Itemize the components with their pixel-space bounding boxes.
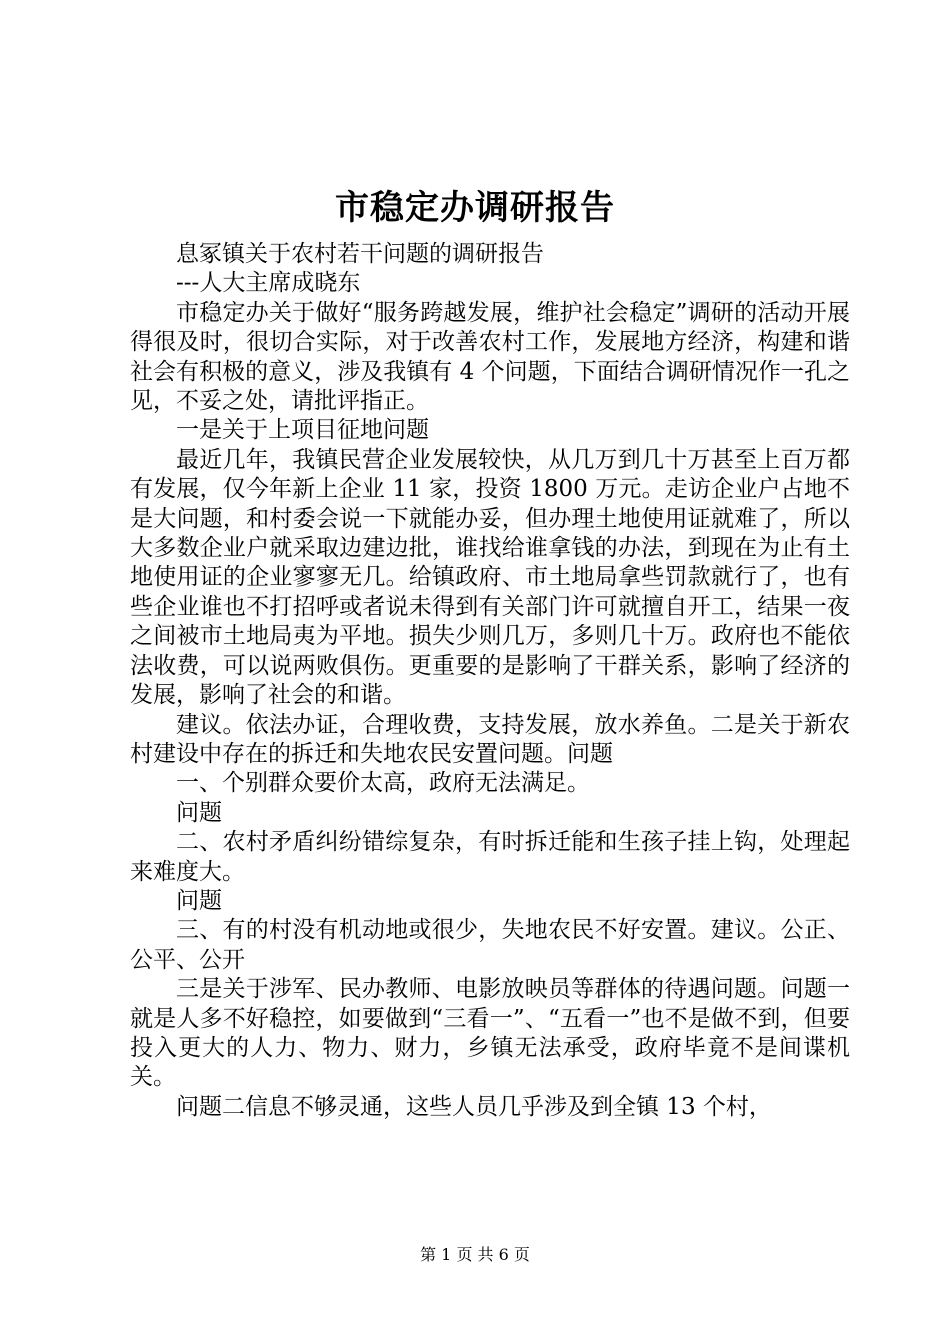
paragraph-intro: 市稳定办关于做好“服务跨越发展，维护社会稳定”调研的活动开展得很及时，很切合实际，对于改善农村工作，发展地方经济，构建和谐社会有积极的意义，涉及我镇有 4 个问题，下面结合调研情况作一孔之见，不妥之处，请批评指正。	[130, 299, 850, 415]
paragraph-land: 最近几年，我镇民营企业发展较快，从几万到几十万甚至上百万都有发展，仅今年新上企业 11 家，投资 1800 万元。走访企业户占地不是大问题，和村委会说一下就能办妥，但办理土地使用证就难了，所以大多数企业户就采取边建边批，谁找给谁拿钱的办法，到现在为止有土地使用证的企业寥寥无几。给镇政府、市土地局拿些罚款就行了，也有些企业谁也不打招呼或者说未得到有关部门许可就擅自开工，结果一夜之间被市土地局夷为平地。损失少则几万，多则几十万。政府也不能依法收费，可以说两败俱伤。更重要的是影响了干群关系，影响了经济的发展，影响了社会的和谐。	[130, 446, 850, 709]
document-title: 市稳定办调研报告	[335, 188, 615, 228]
paragraph-groups: 三是关于涉军、民办教师、电影放映员等群体的待遇问题。问题一就是人多不好稳控，如要做到“三看一”、“五看一”也不是做不到，但要投入更大的人力、物力、财力，乡镇无法承受，政府毕竟不是间谍机关。	[130, 976, 850, 1091]
paragraph-suggestion: 建议。依法办证，合理收费，支持发展，放水养鱼。二是关于新农村建设中存在的拆迁和失地农民安置问题。问题	[130, 711, 850, 767]
paragraph-issue-2: 二、农村矛盾纠纷错综复杂，有时拆迁能和生孩子挂上钩，处理起来难度大。	[130, 829, 850, 885]
document-body	[130, 240, 850, 1122]
section-heading-1: 一是关于上项目征地问题	[176, 417, 429, 444]
paragraph-issue-label: 问题	[176, 799, 222, 826]
subtitle: 息冢镇关于农村若干问题的调研报告	[176, 241, 544, 267]
paragraph-issue-label: 问题	[176, 887, 222, 914]
paragraph-issue-3: 三、有的村没有机动地或很少，失地农民不好安置。建议。公正、公平、公开	[130, 917, 850, 973]
page-number: 第 1 页 共 6 页	[420, 1245, 530, 1264]
author-line: ---人大主席成晓东	[176, 270, 361, 297]
paragraph-issue-two: 问题二信息不够灵通，这些人员几乎涉及到全镇 13 个村，	[176, 1093, 772, 1120]
paragraph-issue-1: 一、个别群众要价太高，政府无法满足。	[176, 770, 590, 797]
